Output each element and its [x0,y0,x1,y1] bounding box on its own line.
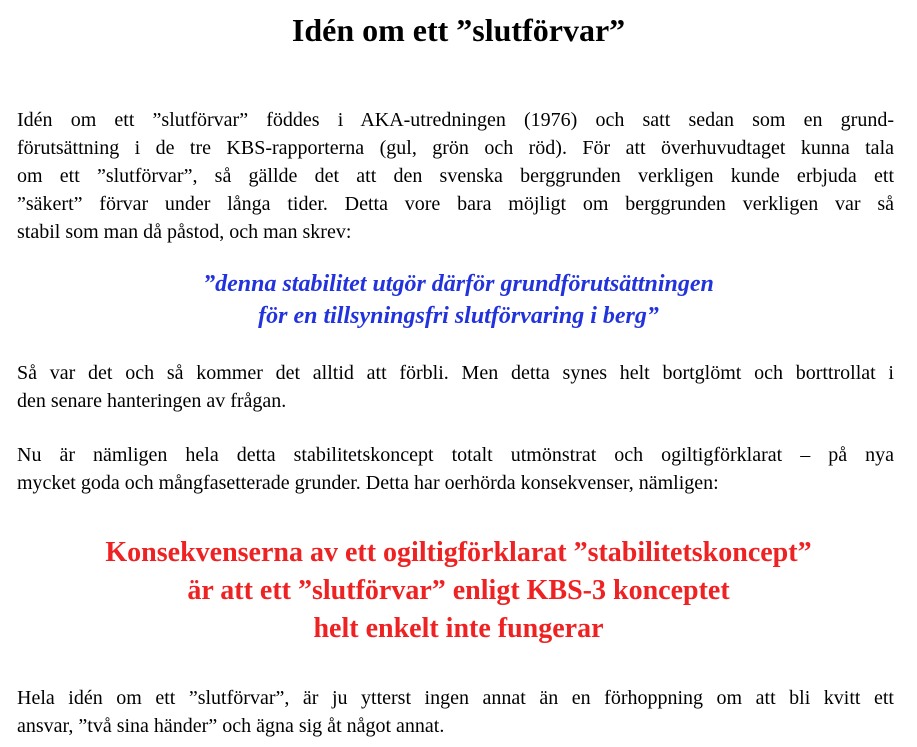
paragraph-line: Nu är nämligen hela detta stabilitetskoncept totalt utmönstrat och ogiltigförklarat – på nya [17,444,894,466]
paragraph-line: förutsättning i de tre KBS-rapporterna (gul, grön och röd). För att överhuvudtaget kunna tala [17,137,894,159]
paragraph-line: ”säkert” förvar under långa tider. Detta vore bara möjligt om berggrunden verkligen var så [17,193,894,215]
paragraph-intro [17,106,894,246]
conclusion-line: helt enkelt inte fungerar [313,613,604,644]
paragraph-line: om ett ”slutförvar”, så gällde det att den svenska berggrunden verkligen kunde erbjuda ett [17,165,894,187]
paragraph-status [17,359,894,415]
quote-line: för en tillsyningsfri slutförvaring i berg” [258,303,659,329]
paragraph-consequence [17,441,894,497]
paragraph-line: ansvar, ”två sina händer” och ägna sig åt något annat. [17,715,445,737]
paragraph-line: Idén om ett ”slutförvar” föddes i AKA-utredningen (1976) och satt sedan som en grund- [17,109,894,131]
paragraph-line: mycket goda och mångfasetterade grunder. Detta har oerhörda konsekvenser, nämligen: [17,472,719,494]
paragraph-line: den senare hanteringen av frågan. [17,390,287,412]
page-title: Idén om ett ”slutförvar” [291,12,626,48]
red-conclusion [0,534,917,648]
conclusion-line: är att ett ”slutförvar” enligt KBS-3 konceptet [187,575,730,606]
paragraph-line: Hela idén om ett ”slutförvar”, är ju ytterst ingen annat än en förhoppning om att bli kvitt ett [17,687,894,709]
conclusion-line: Konsekvenserna av ett ogiltigförklarat ”stabilitetskoncept” [105,537,812,568]
paragraph-line: stabil som man då påstod, och man skrev: [17,221,352,243]
quote-line: ”denna stabilitet utgör därför grundförutsättningen [203,271,714,297]
blue-quote [0,268,917,332]
paragraph-closing [17,684,894,740]
paragraph-line: Så var det och så kommer det alltid att förbli. Men detta synes helt bortglömt och borttrollat i [17,362,894,384]
